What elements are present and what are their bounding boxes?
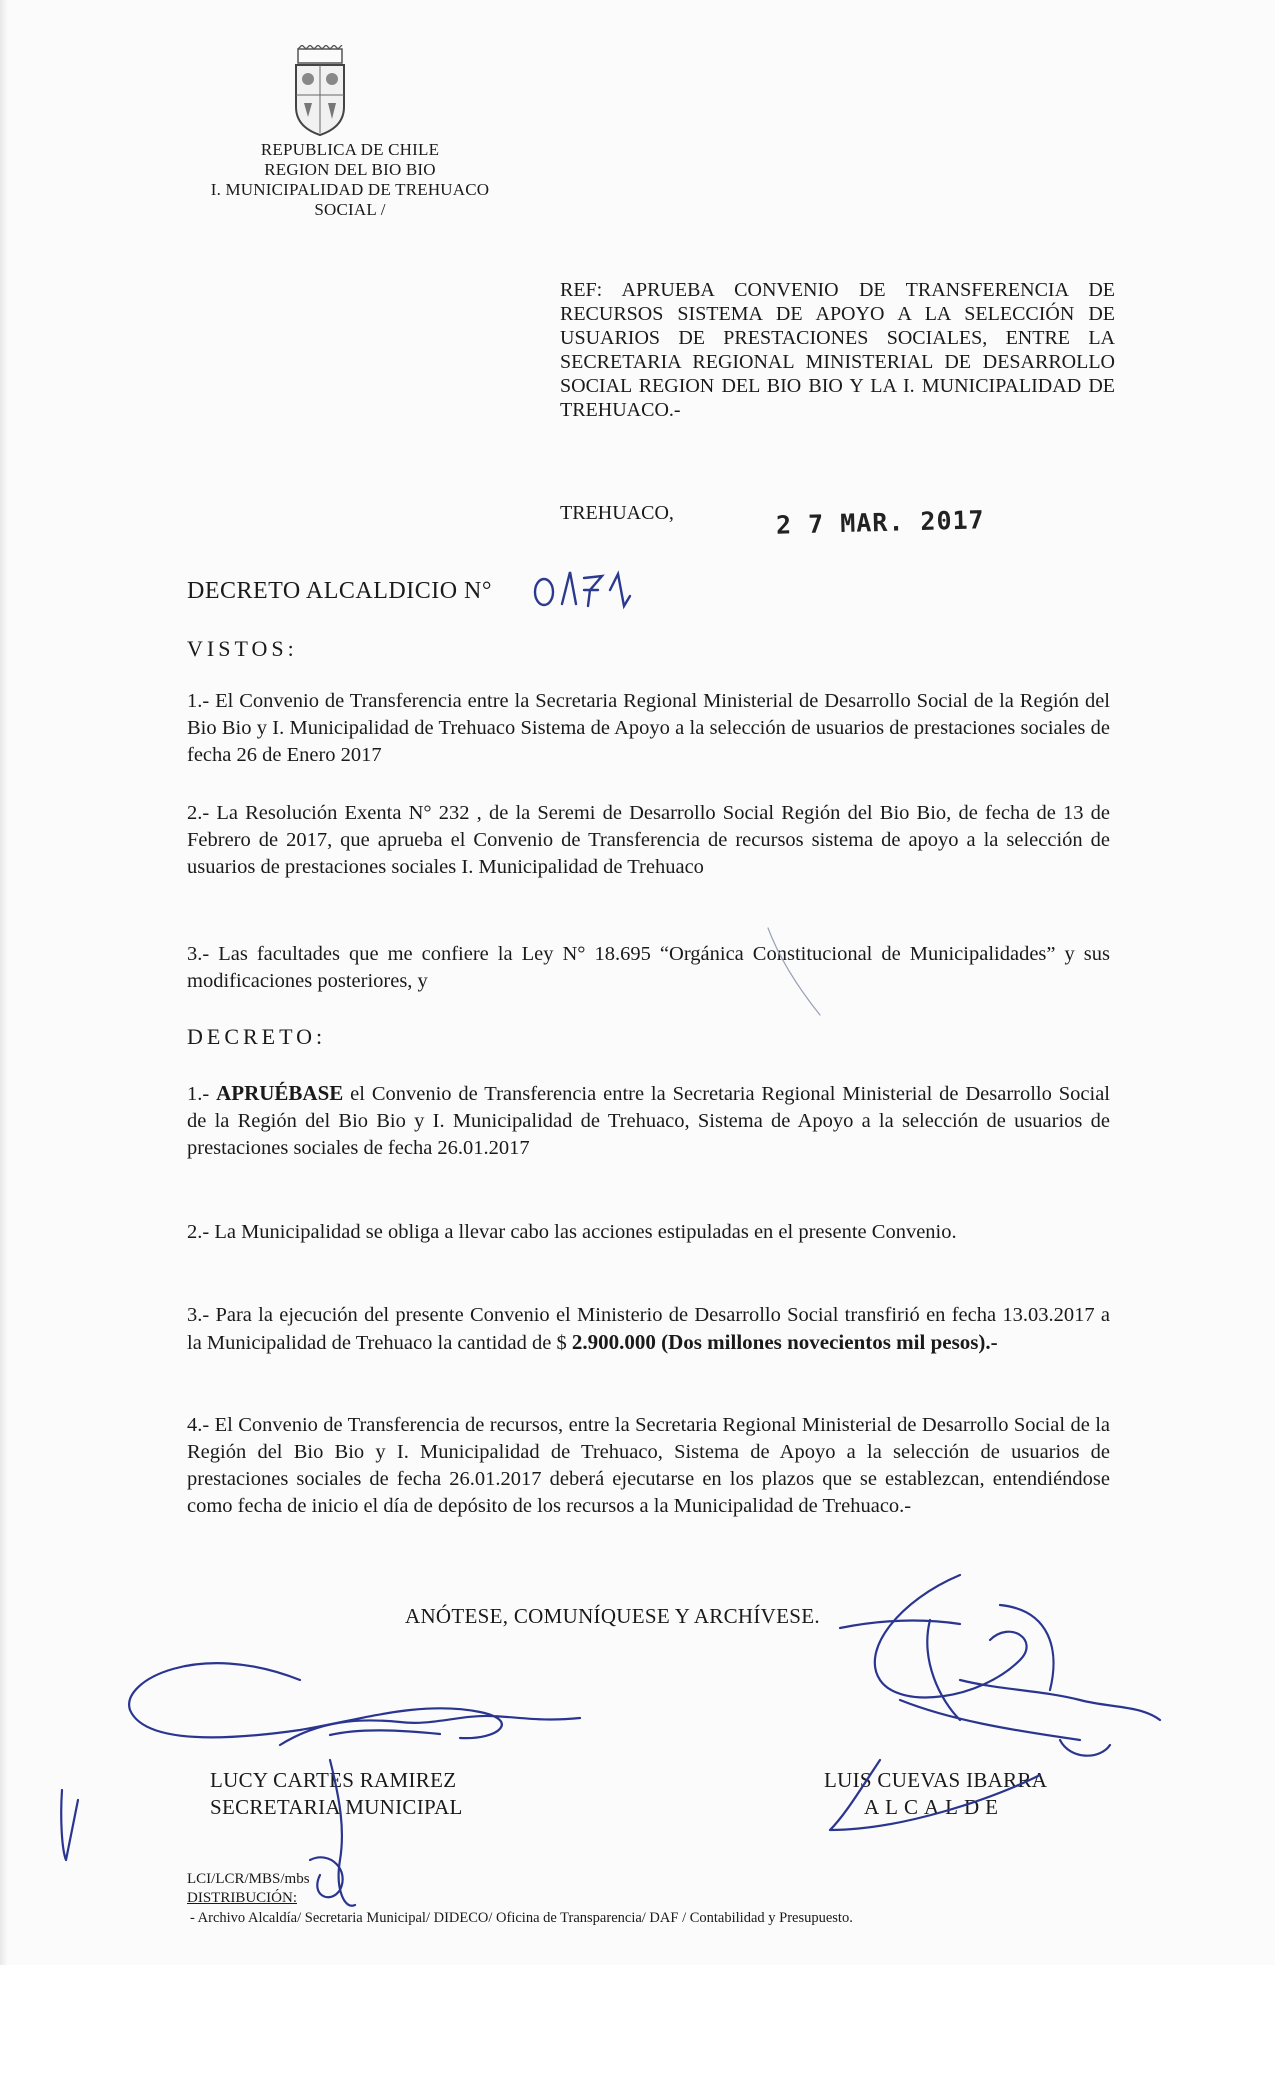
- paragraph-text: 1.- El Convenio de Transferencia entre la Secretaria Regional Ministerial de Desarrollo Social de la Región del Bio Bio y I. Municipalidad de Trehuaco Sistema de Apoyo a la selección de usuarios de prestaciones sociales de fecha 26 de Enero 2017: [187, 690, 1110, 766]
- right-signature-loop: [1000, 1605, 1110, 1756]
- footer-initials: LCI/LCR/MBS/mbs: [187, 1871, 310, 1887]
- signatory-name: LUIS CUEVAS IBARRA: [824, 1768, 1048, 1792]
- right-signatory: [824, 1767, 1047, 1821]
- paragraph-text: 4.- El Convenio de Transferencia de recursos, entre la Secretaria Regional Ministerial de Desarrollo Social de la Región del Bio Bio y I. Municipalidad de Trehuaco, Sistema de Apoyo a la selección de usuarios de prestaciones sociales de fecha 26.01.2017 deberá ejecutarse en los plazos que se establezcan, entendiéndose como fecha de inicio el día de depósito de los recursos a la Municipalidad de Trehuaco.-: [187, 1414, 1110, 1517]
- paragraph-text: 2.- La Municipalidad se obliga a llevar cabo las acciones estipuladas en el presente Convenio.: [187, 1221, 957, 1243]
- closing-formula: ANÓTESE, COMUNÍQUESE Y ARCHÍVESE.: [405, 1604, 820, 1628]
- distribution-label: DISTRIBUCIÓN:: [187, 1890, 298, 1906]
- item-text: 3.- Para la ejecución del presente Convenio el Ministerio de Desarrollo Social transfirió en fecha 13.03.2017 a la Municipalidad de Trehuaco la cantidad de $: [187, 1304, 1110, 1354]
- decreto-item-1: [187, 1080, 1110, 1162]
- place: TREHUACO,: [560, 502, 674, 524]
- paragraph-text: [187, 1302, 1110, 1357]
- reference-block: REF: APRUEBA CONVENIO DE TRANSFERENCIA DE RECURSOS SISTEMA DE APOYO A LA SELECCIÓN DE USUARIOS DE PRESTACIONES SOCIALES, ENTRE LA SECRETARIA REGIONAL MINISTERIAL DE DESARROLLO SOCIAL REGION DEL BIO BIO Y LA I. MUNICIPALIDAD DE TREHUACO.-: [560, 279, 1115, 421]
- amount-text: 2.900.000 (Dos millones novecientos mil pesos).-: [571, 1330, 998, 1354]
- item-number: 1.-: [187, 1083, 217, 1105]
- paragraph-text: 2.- La Resolución Exenta N° 232 , de la Seremi de Desarrollo Social Región del Bio Bio, de fecha de 13 de Febrero de 2017, que aprueba el Convenio de Transferencia de recursos sistema de apoyo a la selección de usuarios de prestaciones sociales I. Municipalidad de Trehuaco: [187, 802, 1110, 878]
- closing-stroke: [840, 1621, 960, 1628]
- paragraph-text: 3.- Las facultades que me confiere la Ley N° 18.695 “Orgánica Constitucional de Municipalidades” y sus modificaciones posteriores, y: [187, 943, 1110, 992]
- decreto-item-3: [187, 1302, 1110, 1357]
- decreto-item-4: [187, 1412, 1110, 1520]
- paragraph-text: [187, 1080, 1110, 1162]
- item-text: el Convenio de Transferencia entre la Secretaria Regional Ministerial de Desarrollo Social de la Región del Bio Bio y I. Municipalidad de Trehuaco, Sistema de Apoyo a la selección de usuarios de prestaciones sociales de fecha 26.01.2017: [187, 1083, 1110, 1159]
- vistos-item-3: [187, 941, 1110, 995]
- distribution-list: - Archivo Alcaldía/ Secretaria Municipal/ DIDECO/ Oficina de Transparencia/ DAF / Contabilidad y Presupuesto.: [190, 1910, 853, 1926]
- vistos-item-2: [187, 800, 1110, 881]
- decree-title: DECRETO ALCALDICIO N°: [187, 578, 492, 604]
- scan-edge: [0, 0, 8, 1965]
- vistos-heading: VISTOS:: [187, 636, 298, 661]
- issuer-header: [180, 140, 520, 220]
- left-signature: [129, 1663, 580, 1745]
- margin-mark: [61, 1790, 78, 1860]
- header-line: SOCIAL /: [314, 200, 386, 219]
- header-line: I. MUNICIPALIDAD DE TREHUACO: [210, 180, 490, 199]
- signatory-title: SECRETARIA MUNICIPAL: [210, 1795, 463, 1819]
- header-line: REGION DEL BIO BIO: [264, 160, 436, 179]
- handwritten-decree-number: [530, 560, 640, 610]
- signatory-title: ALCALDE: [864, 1795, 1004, 1819]
- paraph-mark: [310, 1857, 343, 1897]
- apruebase-keyword: APRUÉBASE: [216, 1081, 344, 1105]
- date-stamp: 2 7 MAR. 2017: [775, 505, 986, 540]
- left-signatory: [210, 1767, 463, 1821]
- vistos-item-1: [187, 688, 1110, 769]
- municipal-crest-icon: [290, 45, 350, 137]
- decreto-heading: DECRETO:: [187, 1024, 327, 1049]
- signatory-name: LUCY CARTES RAMIREZ: [210, 1768, 457, 1792]
- header-line: REPUBLICA DE CHILE: [260, 140, 440, 159]
- decreto-item-2: [187, 1219, 1110, 1246]
